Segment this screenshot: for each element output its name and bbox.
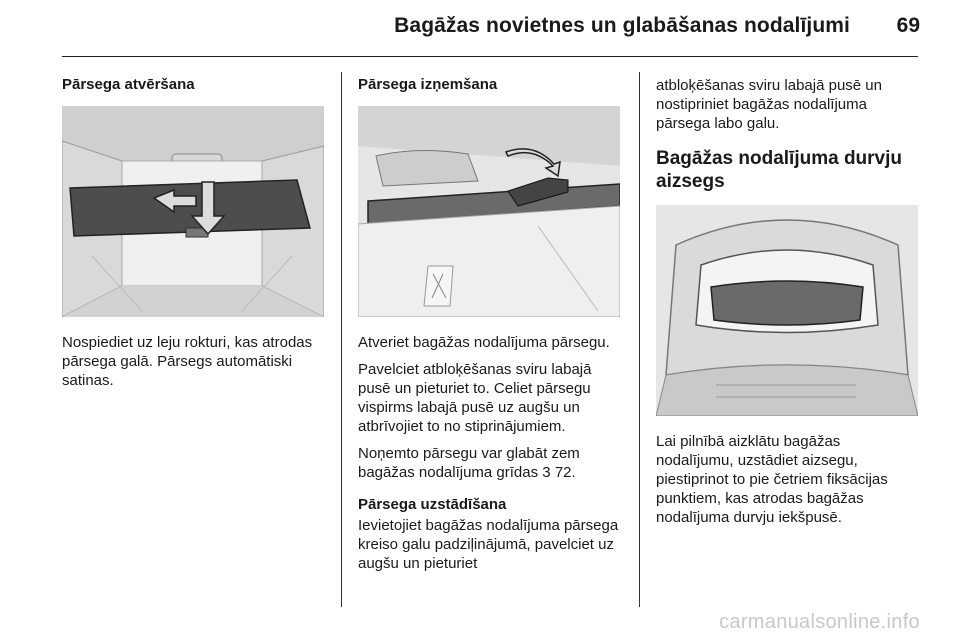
watermark: carmanualsonline.info <box>719 611 920 633</box>
paragraph-storage <box>358 444 622 482</box>
column-1 <box>62 76 324 398</box>
header-rule <box>62 56 918 57</box>
page-number: 69 <box>896 14 920 37</box>
cargo-cover-removal-illustration <box>358 106 620 317</box>
paragraph-install: Ievietojiet bagāžas nodalījuma pārsega kreiso galu padziļinājumā, pavelciet uz augšu un pieturiet <box>358 517 619 572</box>
column-divider-2 <box>639 72 640 607</box>
page-title: Bagāžas novietnes un glabāšanas nodalījumi <box>394 14 850 37</box>
column-2 <box>358 76 622 581</box>
column-divider-1 <box>341 72 342 607</box>
paragraph-continuation: atbloķēšanas sviru labajā pusē un nostipriniet bagāžas nodalījuma pārsega labo galu. <box>656 77 882 132</box>
paragraph-open-cover: Atveriet bagāžas nodalījuma pārsegu. <box>358 334 610 351</box>
column-3 <box>656 76 918 535</box>
section-heading-open: Pārsega atvēršana <box>62 76 195 93</box>
page-reference-number: 72. <box>554 464 576 481</box>
section-heading-install: Pārsega uzstādīšana <box>358 496 507 513</box>
paragraph-tailgate-cover: Lai pilnībā aizklātu bagāžas nodalījumu, uzstādiet aizsegu, piestiprinot to pie četriem fiksācijas punktiem, kas atrodas bagāžas nodalījuma durvju iekšpusē. <box>656 433 888 526</box>
paragraph-open-instructions: Nospiediet uz leju rokturi, kas atrodas pārsega galā. Pārsegs automātiski satinas. <box>62 334 313 389</box>
section-heading-tailgate-cover: Bagāžas nodalījuma durvju aizsegs <box>656 148 902 192</box>
page-reference-icon: 3 <box>542 464 551 481</box>
storage-text: Noņemto pārsegu var glabāt zem bagāžas nodalījuma grīdas <box>358 445 580 481</box>
tailgate-cover-illustration <box>656 205 918 416</box>
cargo-cover-open-illustration <box>62 106 324 317</box>
section-heading-remove: Pārsega izņemšana <box>358 76 498 93</box>
paragraph-release-lever: Pavelciet atbloķēšanas sviru labajā pusē un pieturiet to. Celiet pārsegu vispirms labajā pusē uz augšu un atbrīvojiet to no stiprinājumiem. <box>358 361 592 435</box>
